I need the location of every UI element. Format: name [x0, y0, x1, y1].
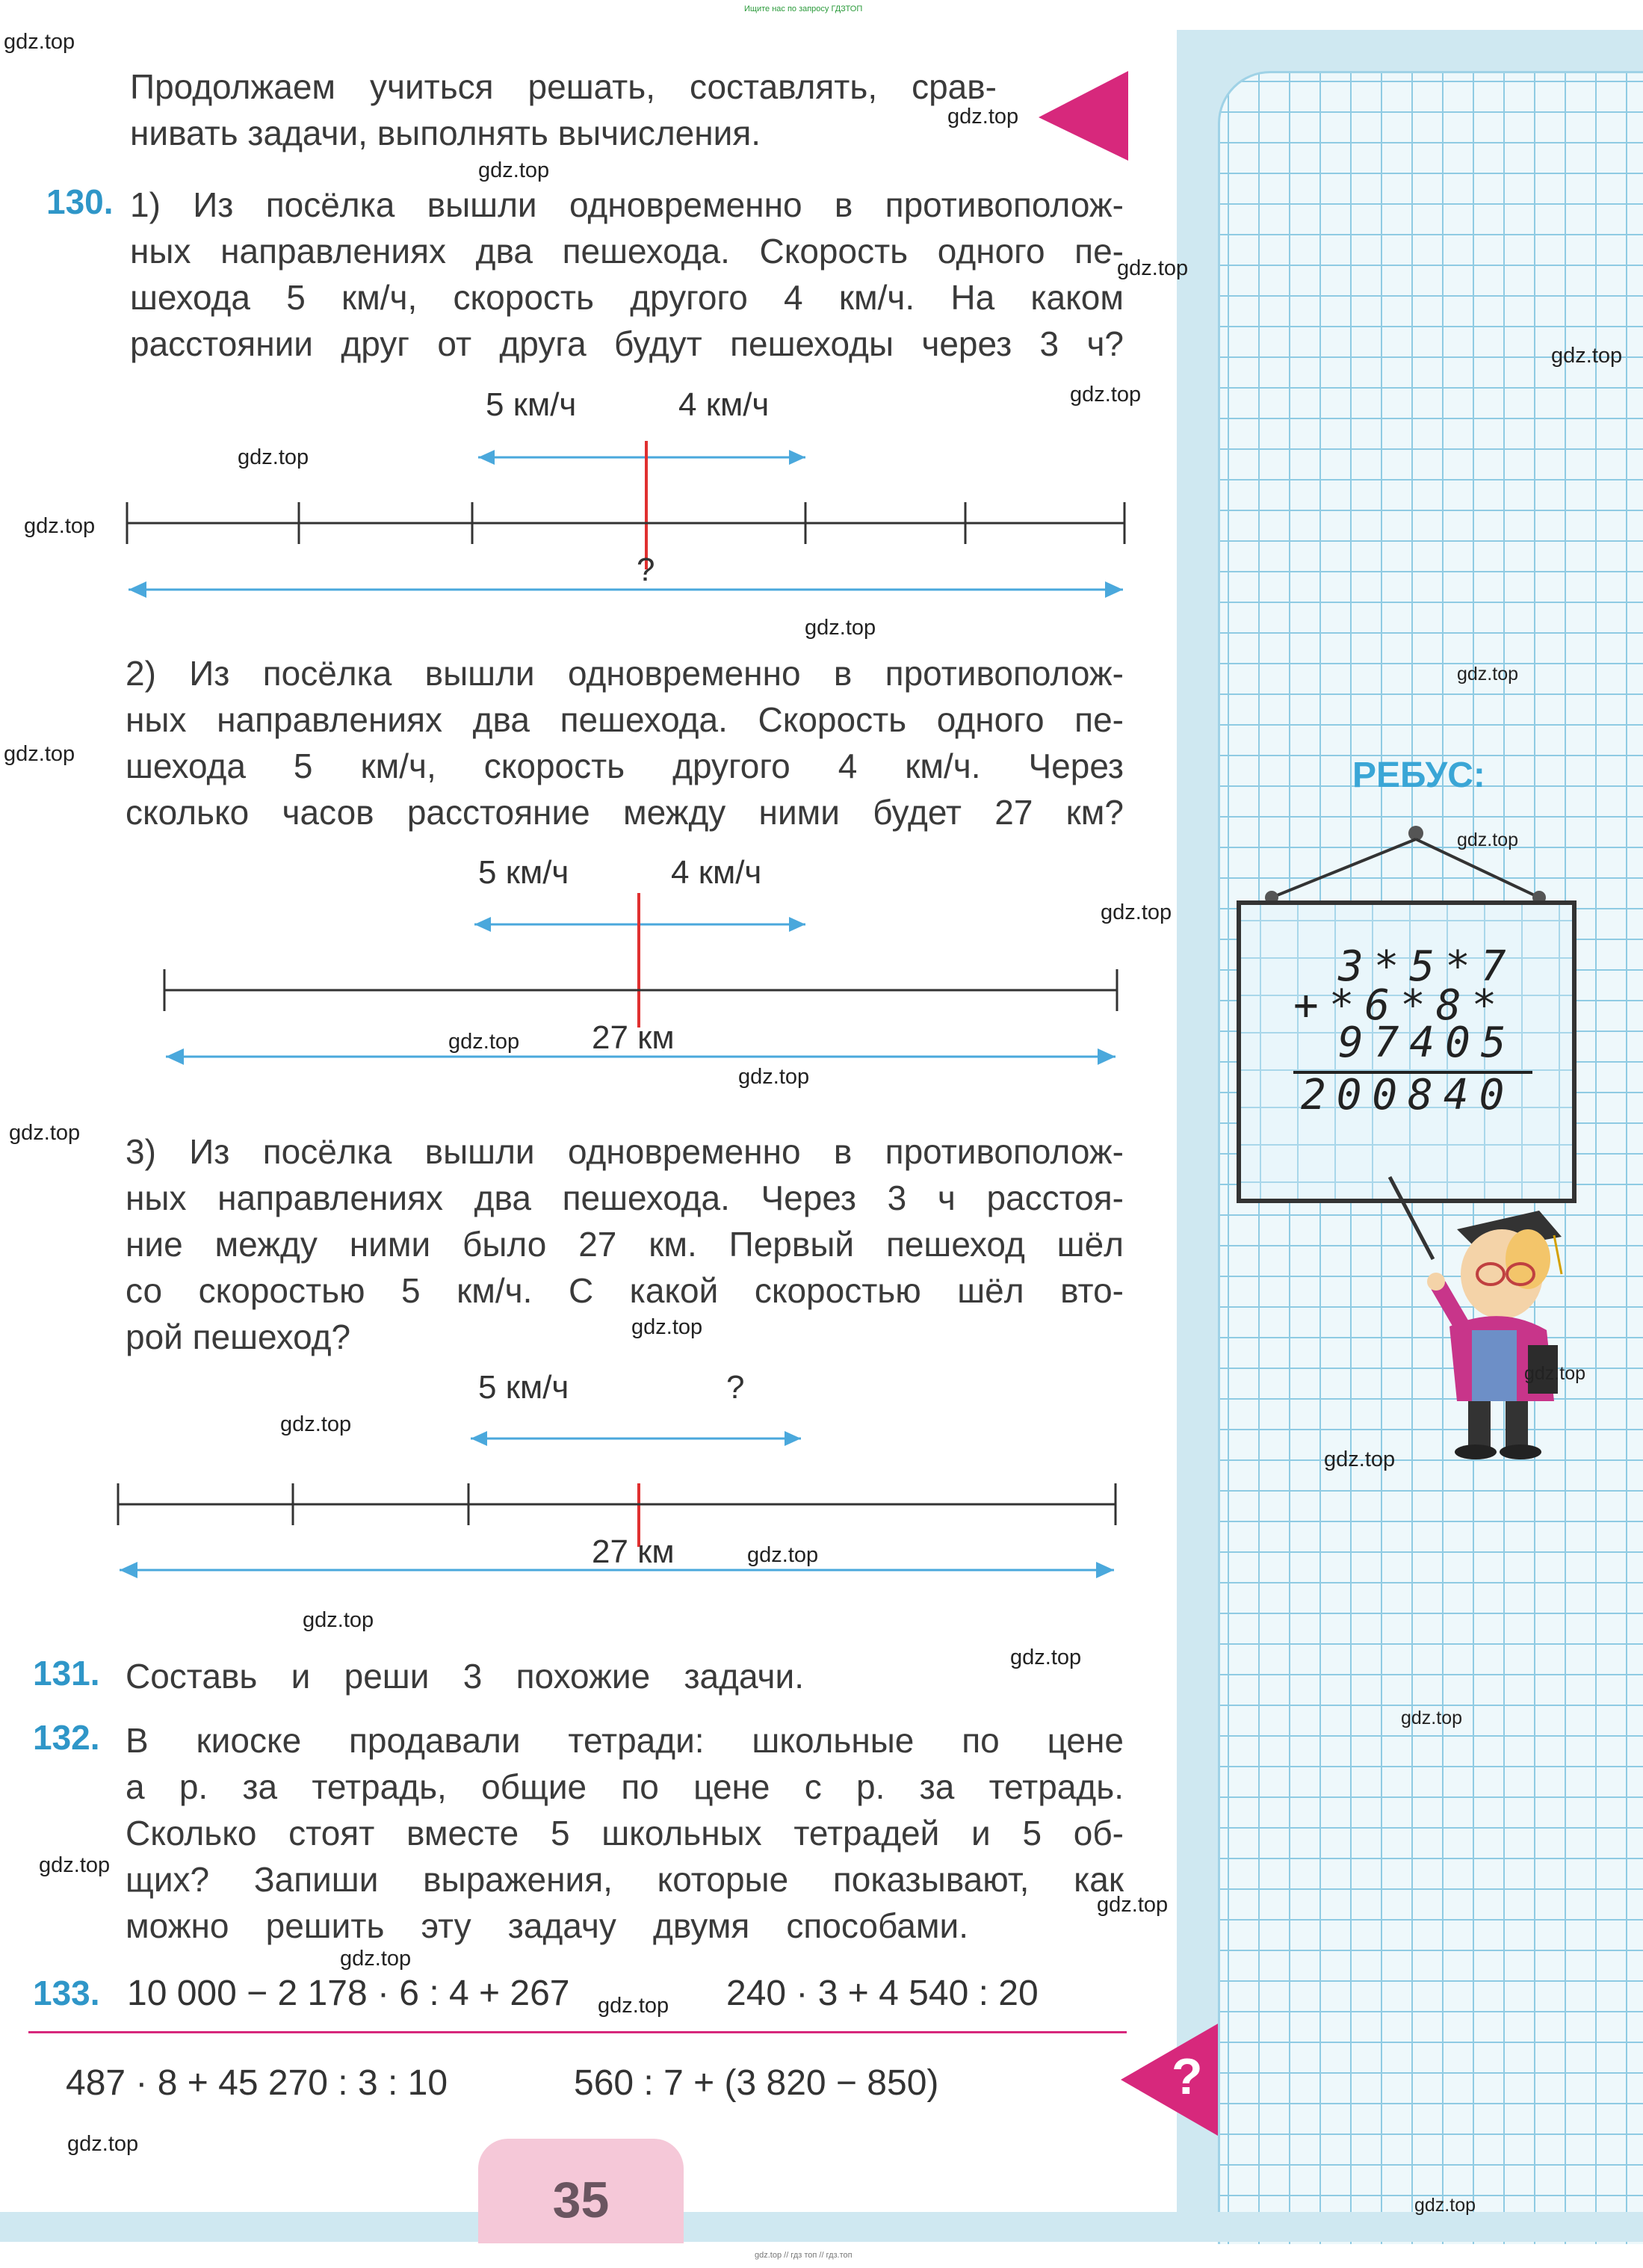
task-130-1-line-3: шехода 5 км/ч, скорость другого 4 км/ч. На каком	[130, 278, 1124, 317]
task-132-line-1: В киоске продавали тетради: школьные по цене	[126, 1721, 1124, 1760]
top-note: Ищите нас по запросу ГДЗТОП	[744, 4, 863, 13]
watermark: gdz.top	[9, 1121, 81, 1145]
task-132-number: 132.	[33, 1718, 100, 1757]
task-132-line-3: Сколько стоят вместе 5 школьных тетрадей и 5 об-	[126, 1814, 1124, 1853]
task-131-number: 131.	[33, 1654, 100, 1693]
task-132-line-2: а р. за тетрадь, общие по цене с р. за тетрадь.	[126, 1767, 1124, 1806]
watermark: gdz.top	[1551, 344, 1623, 368]
diagram-3-speed-1: 5 км/ч	[478, 1369, 569, 1406]
watermark: gdz.top	[448, 1030, 520, 1054]
rebus-title: РЕБУС:	[1352, 756, 1485, 795]
board-hanger	[1255, 826, 1569, 908]
task-132-line-4: щих? Запиши выражения, которые показывают, как	[126, 1860, 1124, 1899]
watermark: gdz.top	[1457, 829, 1519, 850]
watermark: gdz.top	[1401, 1708, 1463, 1728]
task-133-expr-3: 487 · 8 + 45 270 : 3 : 10	[66, 2063, 448, 2103]
task-130-3-line-3: ние между ними было 27 км. Первый пешеход шёл	[126, 1225, 1124, 1264]
task-130-2-line-2: ных направлениях два пешехода. Скорость одного пе-	[126, 700, 1124, 739]
watermark: gdz.top	[24, 514, 96, 538]
page-number: 35	[552, 2172, 610, 2228]
watermark: gdz.top	[1117, 256, 1189, 280]
rebus-board	[1237, 900, 1577, 1203]
task-130-2-line-3: шехода 5 км/ч, скорость другого 4 км/ч. Через	[126, 747, 1124, 785]
task-130-3-line-2: ных направлениях два пешехода. Через 3 ч расстоя-	[126, 1178, 1124, 1217]
diagram-1-speed-2: 4 км/ч	[678, 386, 770, 423]
watermark: gdz.top	[947, 105, 1019, 129]
task-130-3-line-4: со скоростью 5 км/ч. С какой скоростью шёл вто-	[126, 1271, 1124, 1310]
professor-illustration	[1367, 1169, 1577, 1461]
watermark: gdz.top	[1101, 900, 1172, 924]
watermark: gdz.top	[805, 616, 876, 640]
watermark: gdz.top	[1070, 383, 1142, 407]
rebus-row-4: 200840	[1301, 1071, 1515, 1119]
diagram-3-distance: 27 км	[592, 1533, 675, 1570]
watermark: gdz.top	[303, 1608, 374, 1632]
watermark: gdz.top	[478, 158, 550, 182]
diagram-3-speed-2: ?	[726, 1369, 745, 1406]
intro-line-2: нивать задачи, выполнять вычисления.	[130, 114, 761, 152]
watermark: gdz.top	[67, 2132, 139, 2156]
watermark: gdz.top	[280, 1412, 352, 1436]
watermark: gdz.top	[238, 445, 309, 469]
task-130-1-line-1: 1) Из посёлка вышли одновременно в противополож-	[130, 185, 1124, 224]
rebus-row-1: 3*5*7	[1338, 942, 1517, 991]
task-130-number: 130.	[46, 182, 114, 221]
task-130-2-line-1: 2) Из посёлка вышли одновременно в противополож-	[126, 654, 1124, 693]
task-132-line-5: можно решить эту задачу двумя способами.	[126, 1906, 968, 1945]
watermark: gdz.top	[1010, 1646, 1082, 1669]
watermark: gdz.top	[1414, 2195, 1476, 2216]
diagram-2-speed-1: 5 км/ч	[478, 854, 569, 891]
intro-line-1: Продолжаем учиться решать, составлять, срав-	[130, 67, 997, 106]
diagram-1-speed-1: 5 км/ч	[486, 386, 577, 423]
task-133-expr-2: 240 · 3 + 4 540 : 20	[726, 1974, 1039, 2013]
watermark: gdz.top	[1097, 1893, 1169, 1917]
task-130-3-line-1: 3) Из посёлка вышли одновременно в противополож-	[126, 1132, 1124, 1171]
diagram-2-speed-2: 4 км/ч	[671, 854, 762, 891]
watermark: gdz.top	[1524, 1363, 1586, 1384]
bottom-note: gdz.top // гдз топ // гдз.топ	[755, 2251, 853, 2260]
watermark: gdz.top	[340, 1947, 412, 1971]
task-133-expr-1: 10 000 − 2 178 · 6 : 4 + 267	[127, 1974, 570, 2013]
watermark: gdz.top	[1324, 1447, 1396, 1471]
task-133-number: 133.	[33, 1974, 100, 2012]
diagram-2-distance: 27 км	[592, 1019, 675, 1056]
watermark: gdz.top	[631, 1315, 703, 1339]
rebus-row-3: 97405	[1338, 1019, 1517, 1067]
task-131-text: Составь и реши 3 похожие задачи.	[126, 1657, 804, 1696]
task-130-2-line-4: сколько часов расстояние между ними будет 27 км?	[126, 793, 1124, 832]
task-130-3-line-5: рой пешеход?	[126, 1317, 351, 1356]
watermark: gdz.top	[4, 742, 75, 766]
separator-line	[28, 2031, 1127, 2033]
diagram-1-distance: ?	[637, 551, 655, 588]
watermark: gdz.top	[4, 30, 75, 54]
watermark: gdz.top	[1457, 664, 1519, 685]
watermark: gdz.top	[747, 1543, 819, 1567]
watermark: gdz.top	[738, 1065, 810, 1089]
watermark: gdz.top	[39, 1853, 111, 1877]
rebus-row-2: +*6*8*	[1293, 981, 1508, 1030]
task-133-expr-4: 560 : 7 + (3 820 − 850)	[574, 2063, 939, 2103]
watermark: gdz.top	[598, 1994, 669, 2018]
question-badge	[1121, 2024, 1218, 2136]
task-130-1-line-2: ных направлениях два пешехода. Скорость одного пе-	[130, 232, 1124, 271]
question-mark-icon: ?	[1172, 2048, 1203, 2105]
task-130-1-line-4: расстоянии друг от друга будут пешеходы через 3 ч?	[130, 324, 1124, 363]
